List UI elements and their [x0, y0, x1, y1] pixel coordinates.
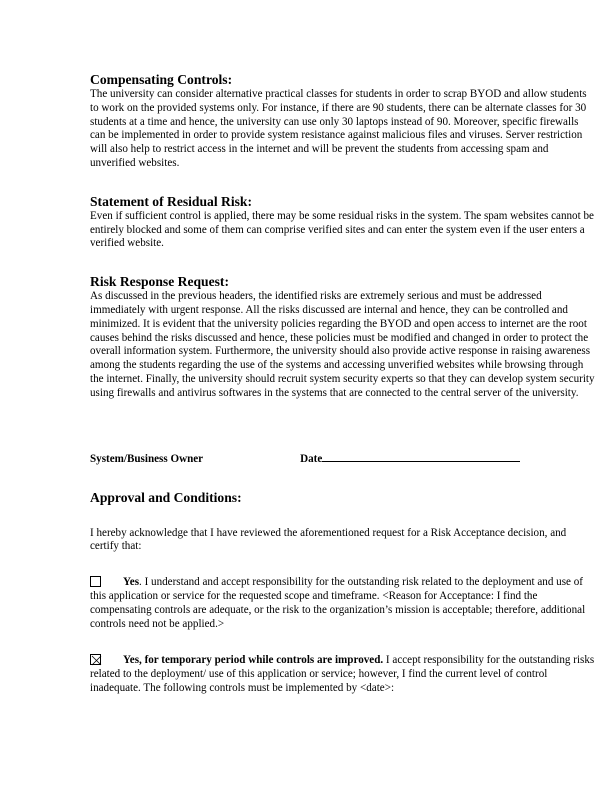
checkbox-temporary[interactable]	[90, 654, 101, 665]
signature-line	[90, 450, 595, 466]
checkbox-yes[interactable]	[90, 576, 101, 587]
approval-option-temporary	[90, 654, 595, 695]
approval-heading: Approval and Conditions:	[90, 489, 242, 505]
option-temporary-text: I accept responsibility for the outstanding risks related to the deployment/ use of this application or service; however, I find the current level of control inadequate. The following controls must be implemented by <date>:	[90, 654, 595, 694]
risk-response-heading: Risk Response Request:	[90, 274, 229, 290]
residual-risk-text: Even if sufficient control is applied, there may be some residual risks in the system. The spam websites cannot be entirely blocked and some of them can comprise verified sites and can enter the system even if the user enters a verified website.	[90, 209, 594, 250]
approval-option-yes	[90, 576, 595, 631]
option-yes-text: . I understand and accept responsibility for the outstanding risk related to the deployment and use of this application or service for the requested scope and timeframe. <Reason for Acceptance: I find the compensating controls are adequate, or the risk to the organization’s mission is acceptable; therefore, additional controls need not be applied.>	[90, 576, 586, 630]
option-temporary-title: Yes, for temporary period while controls are improved.	[123, 654, 384, 667]
risk-response-text: As discussed in the previous headers, the identified risks are extremely serious and must be addressed immediately with urgent response. All the risks discussed are internal and hence, they can be controlled and minimized. It is evident that the university policies regarding the BYOD and open access to internet are the root causes behind the risks discussed and hence, these policies must be modified and changed in order to protect the overall information system. Furthermore, the university should also provide active response in raising awareness among the students regarding the use of the systems and accessing unverified websites while browsing through the internet. Finally, the university should recruit system security experts so that they can develop system security using firewalls and antivirus softwares in the systems that are connected to the central server of the university.	[90, 290, 595, 399]
owner-label: System/Business Owner	[90, 452, 204, 465]
acknowledgement-text: I hereby acknowledge that I have reviewed the aforementioned request for a Risk Acceptance decision, and certify that:	[90, 526, 567, 553]
option-yes-title: Yes	[123, 576, 140, 589]
date-field[interactable]	[322, 450, 520, 462]
compensating-controls-text: The university can consider alternative practical classes for students in order to scrap BYOD and allow students to work on the provided systems only. For instance, if there are 90 students, there can be alternate classes for 30 students at a time and hence, the university can use only 30 laptops instead of 90. Moreover, specific firewalls can be implemented in order to provide system resistance against malicious files and viruses. Server restriction will also help to restrict access in the internet and will be prevent the students from accessing spam and unverified websites.	[90, 88, 587, 169]
date-label: Date	[300, 452, 323, 465]
compensating-controls-heading: Compensating Controls:	[90, 72, 233, 87]
checkbox-cross-icon	[91, 655, 102, 666]
document-content	[90, 71, 595, 707]
residual-risk-heading: Statement of Residual Risk:	[90, 193, 252, 209]
